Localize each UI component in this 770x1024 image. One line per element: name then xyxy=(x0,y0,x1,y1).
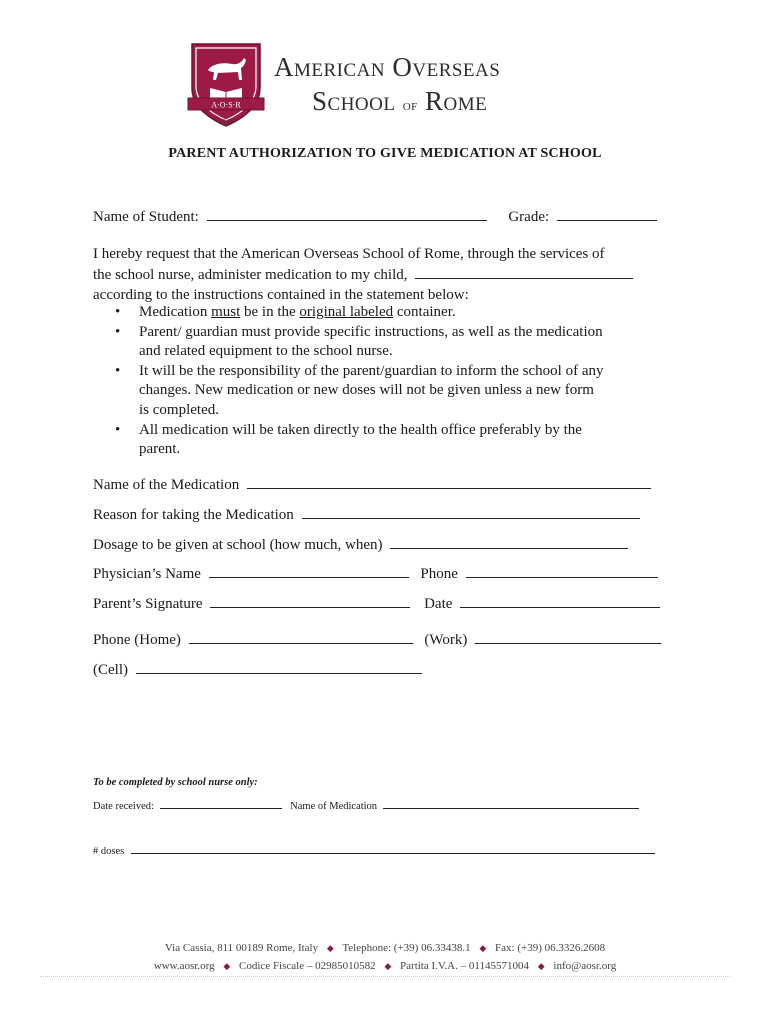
separator-icon: ◆ xyxy=(537,961,545,971)
document-title: PARENT AUTHORIZATION TO GIVE MEDICATION AT SCHOOL xyxy=(168,146,602,161)
bullet3-line3: is completed. xyxy=(139,401,219,418)
footer-fax: Fax: (+39) 06.3326.2608 xyxy=(495,942,606,954)
school-name-line1: American Overseas xyxy=(274,52,501,82)
physician-row xyxy=(93,563,658,583)
school-crest-logo xyxy=(186,40,266,130)
child-name-field[interactable] xyxy=(415,264,633,279)
request-line3: according to the instructions contained in the statement below: xyxy=(93,287,469,303)
footer-telephone: Telephone: (+39) 06.33438.1 xyxy=(342,942,471,954)
dosage-row xyxy=(93,534,628,554)
dosage-field[interactable] xyxy=(390,534,628,549)
bullet1-post: container. xyxy=(393,304,456,320)
footer-website[interactable]: www.aosr.org xyxy=(153,960,215,972)
school-name xyxy=(274,50,500,123)
doses-label: # doses xyxy=(93,846,125,857)
date-label: Date xyxy=(424,596,453,612)
parent-signature-label: Parent’s Signature xyxy=(93,596,203,612)
request-line1: I hereby request that the American Overseas School of Rome, through the services of xyxy=(93,246,605,262)
request-paragraph xyxy=(93,244,693,305)
bullet1-text: Medication xyxy=(139,304,212,320)
list-item xyxy=(93,421,683,460)
work-label: (Work) xyxy=(424,632,468,648)
student-name-label: Name of Student: xyxy=(93,209,199,225)
school-name-of: of xyxy=(402,97,418,114)
grade-label: Grade: xyxy=(508,209,550,225)
cell-row xyxy=(93,659,422,679)
list-item xyxy=(93,323,683,362)
grade-field[interactable] xyxy=(557,206,657,221)
bullet-marker: • xyxy=(115,421,121,438)
instructions-list xyxy=(93,303,683,460)
student-row xyxy=(93,206,657,226)
bullet3-line2: changes. New medication or new doses will not be given unless a new form xyxy=(139,382,594,399)
date-received-label: Date received: xyxy=(93,801,154,812)
signature-row xyxy=(93,593,660,613)
doses-field[interactable] xyxy=(131,843,655,854)
student-name-field[interactable] xyxy=(207,206,487,221)
phone-home-label: Phone (Home) xyxy=(93,632,181,648)
medication-name-label: Name of the Medication xyxy=(93,477,240,493)
bullet3-line1: It will be the responsibility of the parent/guardian to inform the school of any xyxy=(139,362,604,379)
nurse-row1 xyxy=(93,798,639,812)
phone-home-field[interactable] xyxy=(189,629,413,644)
list-item xyxy=(93,303,683,323)
bullet-marker: • xyxy=(115,323,121,340)
footer-codice-fiscale: Codice Fiscale – 02985010582 xyxy=(239,960,376,972)
school-name-rome: Rome xyxy=(425,86,488,116)
medication-name-row xyxy=(93,474,651,494)
separator-icon: ◆ xyxy=(479,943,487,953)
bullet1-original-labeled: original labeled xyxy=(299,304,394,320)
reason-label: Reason for taking the Medication xyxy=(93,507,294,523)
phone-row xyxy=(93,629,661,649)
nurse-row2 xyxy=(93,843,655,857)
separator-icon: ◆ xyxy=(384,961,392,971)
dosage-label: Dosage to be given at school (how much, when) xyxy=(93,537,383,553)
parent-signature-field[interactable] xyxy=(210,593,410,608)
nurse-section-title: To be completed by school nurse only: xyxy=(93,777,258,788)
footer-divider xyxy=(40,976,730,977)
cell-label: (Cell) xyxy=(93,662,128,678)
physician-phone-field[interactable] xyxy=(466,563,658,578)
date-field[interactable] xyxy=(460,593,660,608)
bullet2-line1: Parent/ guardian must provide specific instructions, as well as the medication xyxy=(139,323,603,340)
phone-work-field[interactable] xyxy=(475,629,661,644)
logo-year: 1947 xyxy=(219,118,233,126)
footer-email[interactable]: info@aosr.org xyxy=(553,960,617,972)
date-received-field[interactable] xyxy=(160,798,282,809)
school-name-line2 xyxy=(274,84,500,123)
list-item xyxy=(93,362,683,421)
separator-icon: ◆ xyxy=(223,961,231,971)
phone-label: Phone xyxy=(420,566,458,582)
school-name-school: School xyxy=(312,86,396,116)
bullet4-line1: All medication will be taken directly to the health office preferably by the xyxy=(139,421,582,438)
bullet1-mid: be in the xyxy=(240,304,300,320)
request-line2-row xyxy=(93,264,693,285)
reason-row xyxy=(93,504,640,524)
reason-field[interactable] xyxy=(302,504,640,519)
separator-icon: ◆ xyxy=(326,943,334,953)
bullet-marker: • xyxy=(115,304,121,320)
cell-field[interactable] xyxy=(136,659,422,674)
bullet2-line2: and related equipment to the school nurse. xyxy=(139,343,393,360)
bullet1-must: must xyxy=(211,304,241,320)
footer-address: Via Cassia, 811 00189 Rome, Italy xyxy=(164,942,319,954)
medication-name-field[interactable] xyxy=(247,474,651,489)
physician-label: Physician’s Name xyxy=(93,566,201,582)
footer-partita-iva: Partita I.V.A. – 01145571004 xyxy=(400,960,529,972)
logo-banner-text: A·O·S·R xyxy=(211,100,241,110)
bullet4-line2: parent. xyxy=(139,441,181,458)
footer-line1 xyxy=(0,942,770,954)
bullet-marker: • xyxy=(115,362,121,379)
footer-line2 xyxy=(0,960,770,972)
request-line2: the school nurse, administer medication to my child, xyxy=(93,267,408,283)
nurse-medication-label: Name of Medication xyxy=(290,801,378,812)
nurse-medication-field[interactable] xyxy=(383,798,639,809)
physician-field[interactable] xyxy=(209,563,409,578)
